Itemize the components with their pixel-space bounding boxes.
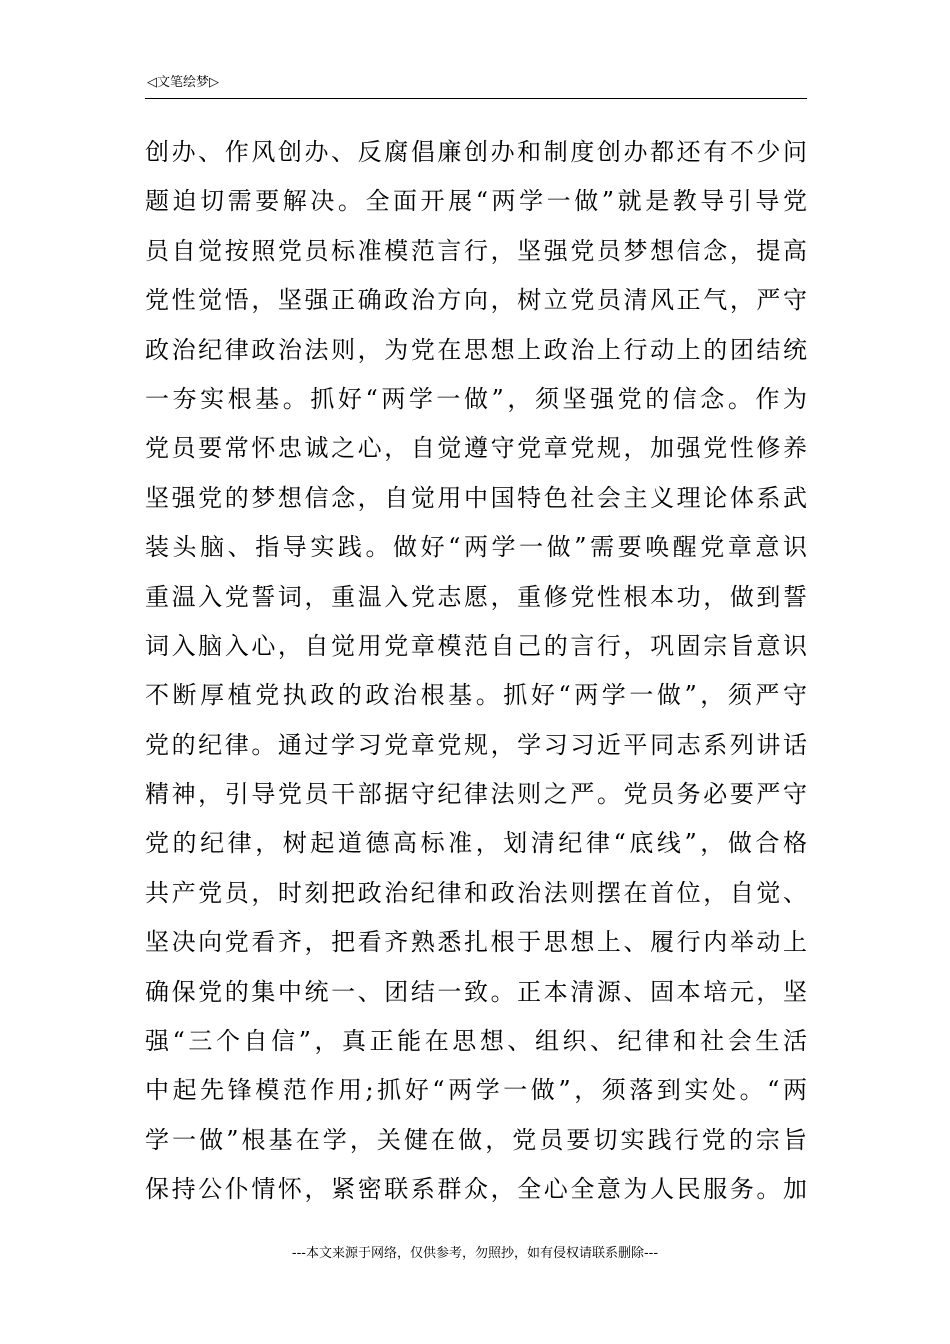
body-line: 党的纪律。通过学习党章党规，学习习近平同志系列讲话 (145, 730, 807, 759)
body-line: 不断厚植党执政的政治根基。抓好“两学一做”，须严守 (145, 681, 807, 710)
body-line: 装头脑、指导实践。做好“两学一做”需要唤醒党章意识 (145, 533, 807, 562)
body-line: 员自觉按照党员标准模范言行，坚强党员梦想信念，提高 (145, 236, 807, 265)
body-line: 党的纪律，树起道德高标准，划清纪律“底线”，做合格 (145, 829, 807, 858)
body-line: 中起先锋模范作用;抓好“两学一做”，须落到实处。“两 (145, 1076, 807, 1105)
body-line: 党员要常怀忠诚之心，自觉遵守党章党规，加强党性修养 (145, 434, 807, 463)
body-line: 重温入党誓词，重温入党志愿，重修党性根本功，做到誓 (145, 582, 807, 611)
body-line: 确保党的集中统一、团结一致。正本清源、固本培元，坚 (145, 977, 807, 1006)
body-line: 政治纪律政治法则，为党在思想上政治上行动上的团结统 (145, 335, 807, 364)
body-line: 一夯实根基。抓好“两学一做”，须坚强党的信念。作为 (145, 384, 807, 413)
body-line: 党性觉悟，坚强正确政治方向，树立党员清风正气，严守 (145, 286, 807, 315)
body-line: 强“三个自信”，真正能在思想、组织、纪律和社会生活 (145, 1027, 807, 1056)
header-title: ◁文笔绘梦▷ (147, 75, 219, 90)
page-header (145, 70, 807, 99)
body-line: 共产党员，时刻把政治纪律和政治法则摆在首位，自觉、 (145, 878, 807, 907)
body-line: 题迫切需要解决。全面开展“两学一做”就是教导引导党 (145, 187, 807, 216)
body-line: 创办、作风创办、反腐倡廉创办和制度创办都还有不少问 (145, 138, 807, 166)
body-line: 精神，引导党员干部据守纪律法则之严。党员务必要严守 (145, 780, 807, 809)
body-line: 词入脑入心，自觉用党章模范自己的言行，巩固宗旨意识 (145, 631, 807, 660)
page-footer-disclaimer: ---本文来源于网络，仅供参考，勿照抄，如有侵权请联系删除--- (291, 1246, 659, 1261)
body-line: 坚强党的梦想信念，自觉用中国特色社会主义理论体系武 (145, 483, 807, 512)
body-line: 保持公仆情怀，紧密联系群众，全心全意为人民服务。加 (145, 1175, 807, 1204)
body-line: 学一做”根基在学，关健在做，党员要切实践行党的宗旨 (145, 1125, 807, 1154)
document-body (145, 128, 807, 1215)
body-line: 坚决向党看齐，把看齐熟悉扎根于思想上、履行内举动上 (145, 928, 807, 957)
